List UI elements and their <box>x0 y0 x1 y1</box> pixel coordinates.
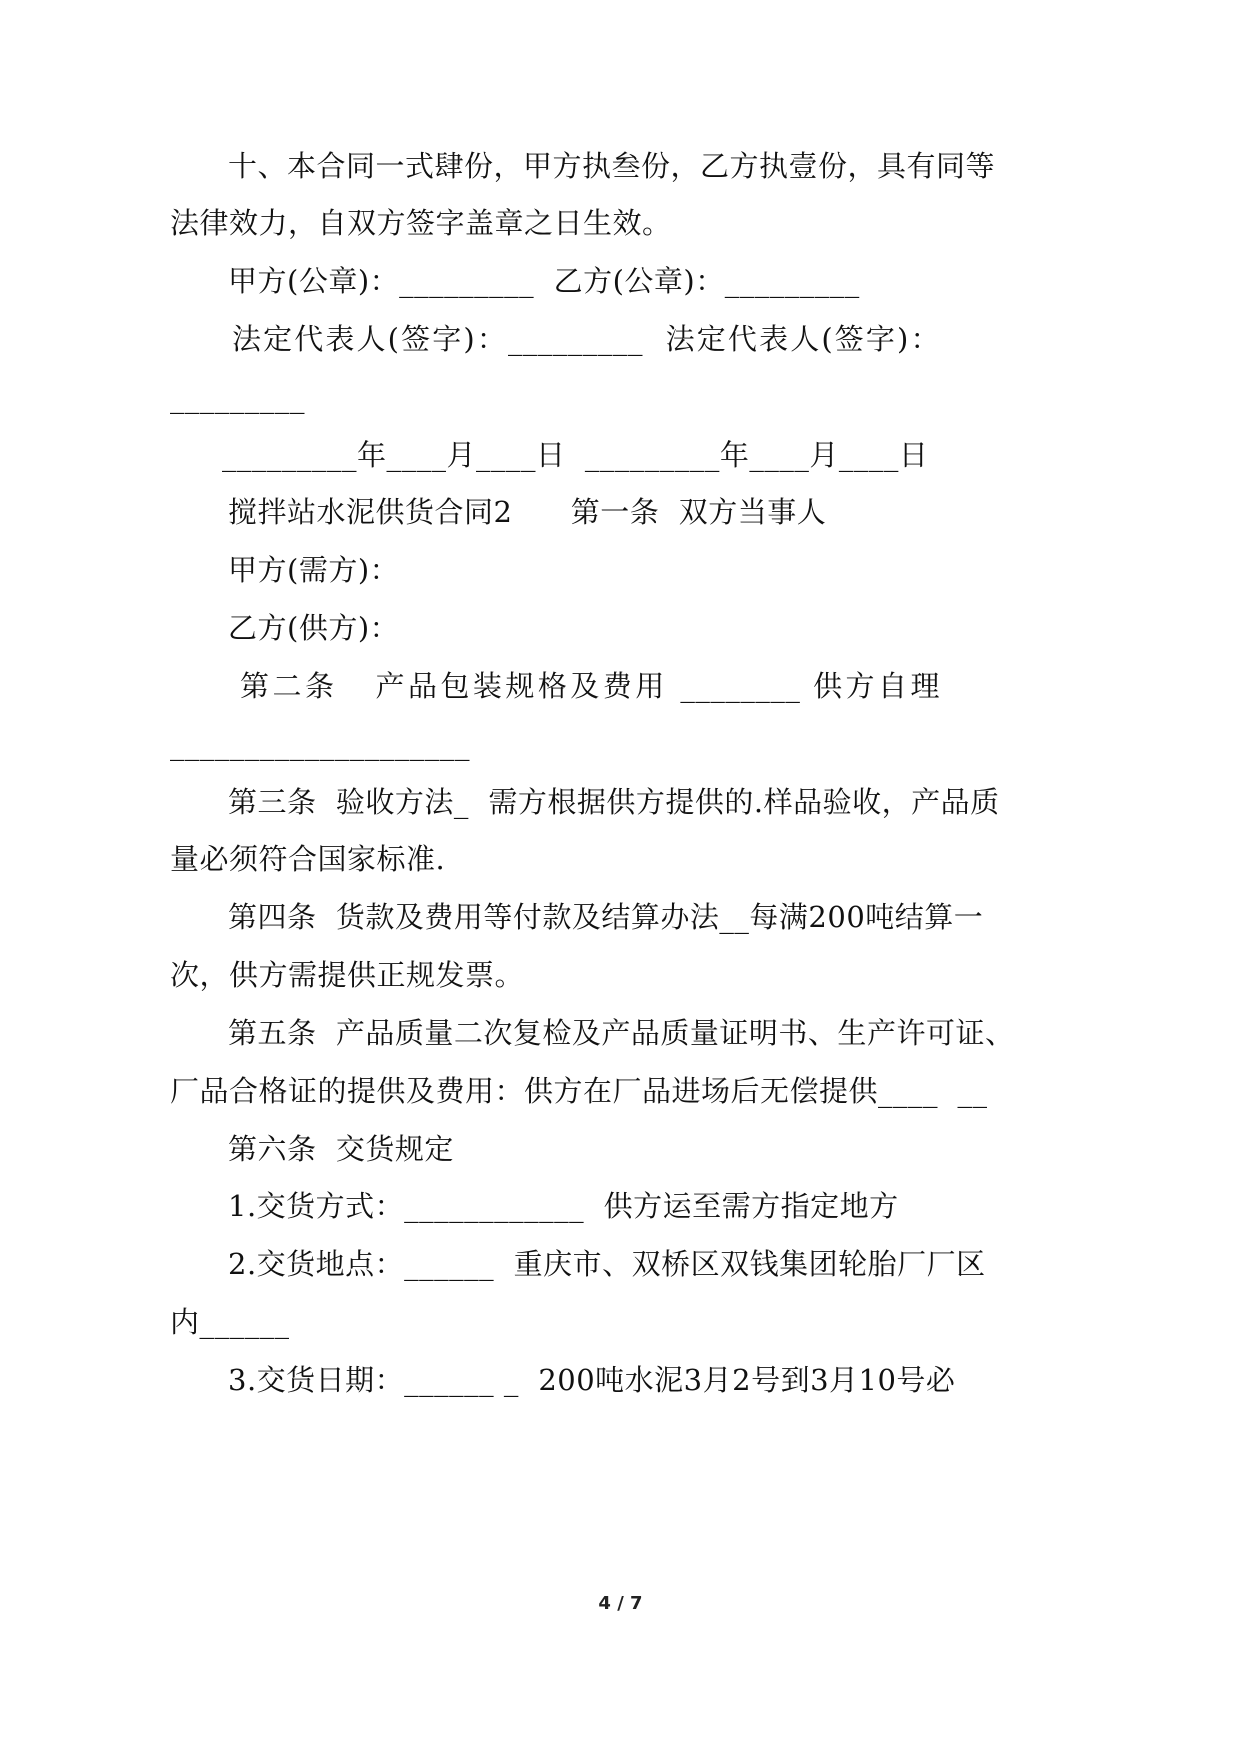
paragraph-line: 法律效力，自双方签字盖章之日生效。 <box>170 206 672 240</box>
party-line: 乙方(供方)： <box>228 611 400 645</box>
section-heading: 第六条 交货规定 <box>228 1132 454 1166</box>
list-item: 3.交货日期：______ _ 200吨水泥3月2号到3月10号必 <box>228 1363 956 1397</box>
paragraph-line: 第二条 产品包装规格及费用 ________ 供方自理 <box>240 669 940 703</box>
paragraph-line: 厂品合格证的提供及费用：供方在厂品进场后无偿提供____ __ <box>170 1074 988 1108</box>
paragraph-line: 第五条 产品质量二次复检及产品质量证明书、生产许可证、 <box>228 1016 1015 1050</box>
list-item: 1.交货方式：____________ 供方运至需方指定地方 <box>228 1189 899 1223</box>
date-line: _________年____月____日 _________年____月____日 <box>222 438 929 472</box>
blank-line: ____________________ <box>170 727 470 761</box>
list-item: 2.交货地点：______ 重庆市、双桥区双钱集团轮胎厂厂区 <box>228 1247 986 1281</box>
paragraph-line: 量必须符合国家标准. <box>170 842 446 876</box>
paragraph-line: 第三条 验收方法_ 需方根据供方提供的.样品验收，产品质 <box>228 785 1000 819</box>
signature-line: 法定代表人(签字)：_________ 法定代表人(签字)： <box>232 322 940 356</box>
paragraph-line: 十、本合同一式肆份，甲方执叁份，乙方执壹份，具有同等 <box>228 149 996 183</box>
party-line: 甲方(需方)： <box>228 553 400 587</box>
paragraph-line: 第四条 货款及费用等付款及结算办法__每满200吨结算一 <box>228 900 984 934</box>
page-number: 4 / 7 <box>598 1593 643 1614</box>
blank-line: _________ <box>170 380 305 414</box>
signature-line: 甲方(公章)：_________ 乙方(公章)：_________ <box>228 264 860 298</box>
section-heading: 搅拌站水泥供货合同2 第一条 双方当事人 <box>228 495 827 529</box>
paragraph-line: 内______ <box>170 1305 290 1339</box>
paragraph-line: 次，供方需提供正规发票。 <box>170 958 525 992</box>
